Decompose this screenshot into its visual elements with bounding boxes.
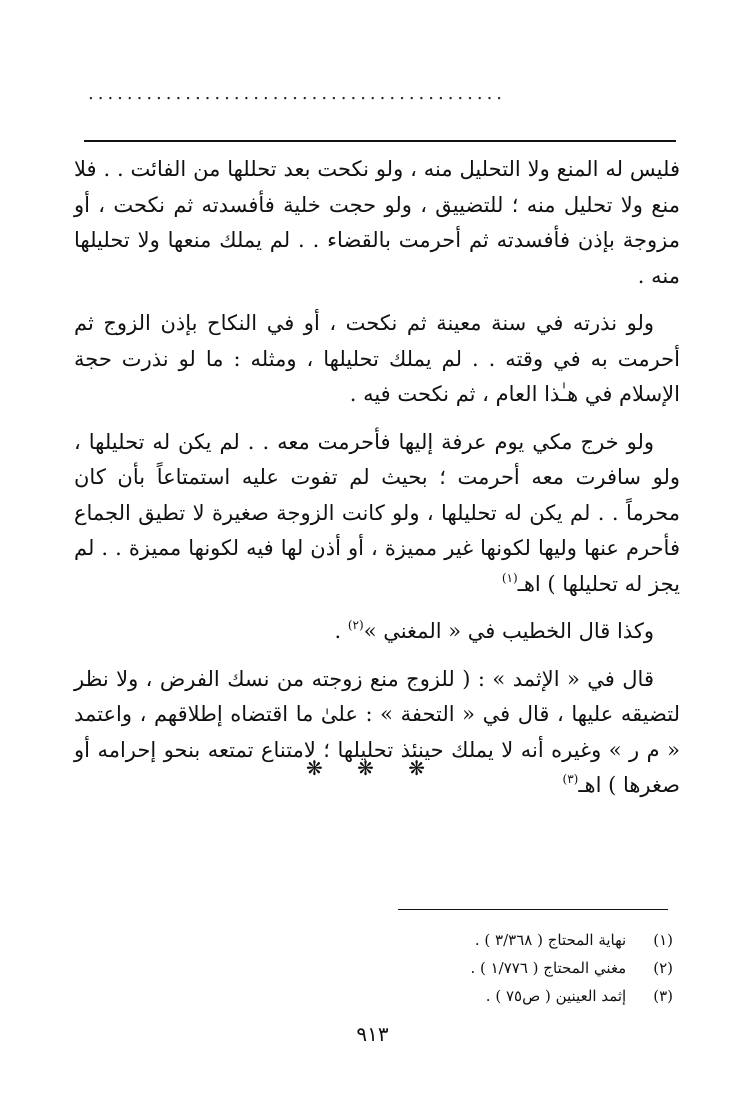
header-dots: ........................................... [88, 84, 507, 104]
footnote-marker: (١) [501, 570, 518, 585]
footnote-text: إثمد العينين ( ص٧٥ ) . [485, 987, 627, 1005]
paragraph-text: ولو نذرته في سنة معينة ثم نكحت ، أو في النكاح بإذن الزوج ثم أحرمت به في وقته . . لم يملك تحليلها ، ومثله : ما لو نذرت حجة الإسلام في هـٰذا العام ، ثم نكحت فيه . [74, 311, 680, 406]
footnote-number: (٢) [653, 959, 673, 977]
footnote-number: (٣) [653, 987, 673, 1005]
paragraph [74, 662, 680, 804]
paragraph-text: وكذا قال الخطيب في « المغني » [363, 619, 654, 643]
header-rule [84, 140, 676, 142]
section-separator: ❋ ❋ ❋ [306, 756, 439, 780]
footnote-marker: (٣) [562, 772, 579, 786]
paragraph-text: فليس له المنع ولا التحليل منه ، ولو نكحت بعد تحللها من الفائت . . فلا منع ولا تحليل منه ؛ للتضييق ، ولو حجت خلية فأفسدته ثم نكحت ، أو مزوجة بإذن فأفسدته ثم أحرمت بالقضاء . . لم يملك منعها ولا تحليلها منه . [74, 157, 680, 288]
footnote-text: مغني المحتاج ( ١/٧٧٦ ) . [470, 959, 627, 977]
paragraph [74, 614, 680, 650]
paragraph-tail: . [334, 619, 348, 643]
paragraph [74, 425, 680, 603]
paragraph [74, 152, 680, 294]
footnote-number: (١) [653, 931, 673, 949]
footnote-item [253, 926, 673, 954]
page-number: ٩١٣ [356, 1022, 389, 1046]
footnotes [253, 926, 673, 1010]
footnote-text: نهاية المحتاج ( ٣/٣٦٨ ) . [474, 931, 627, 949]
footnote-marker: (٢) [347, 618, 364, 632]
footnote-rule [398, 909, 668, 910]
main-text [74, 152, 680, 816]
paragraph [74, 306, 680, 413]
paragraph-text: قال في « الإثمد » : ( للزوج منع زوجته من نسك الفرض ، ولا نظر لتضيقه عليها ، قال في « التحفة » : علىٰ ما اقتضاه إطلاقهم ، واعتمد « م ر » وغيره أنه لا يملك حينئذ تحليلها ؛ لامتناع تمتعه بنحو إحرامه أو صغرها ) اهـ [74, 666, 680, 797]
footnote-item [253, 982, 673, 1010]
paragraph-text: ولو خرج مكي يوم عرفة إليها فأحرمت معه . . لم يكن له تحليلها ، ولو سافرت معه أحرمت ؛ بحيث لم تفوت عليه استمتاعاً بأن كان محرماً . . لم يكن له تحليلها ، ولو كانت الزوجة صغيرة لا تطيق الجماع فأحرم عنها وليها لكونها غير مميزة ، أو أذن لها فيه لكونها مميزة . . لم يجز له تحليلها ) اهـ [74, 429, 680, 596]
footnote-item [253, 954, 673, 982]
